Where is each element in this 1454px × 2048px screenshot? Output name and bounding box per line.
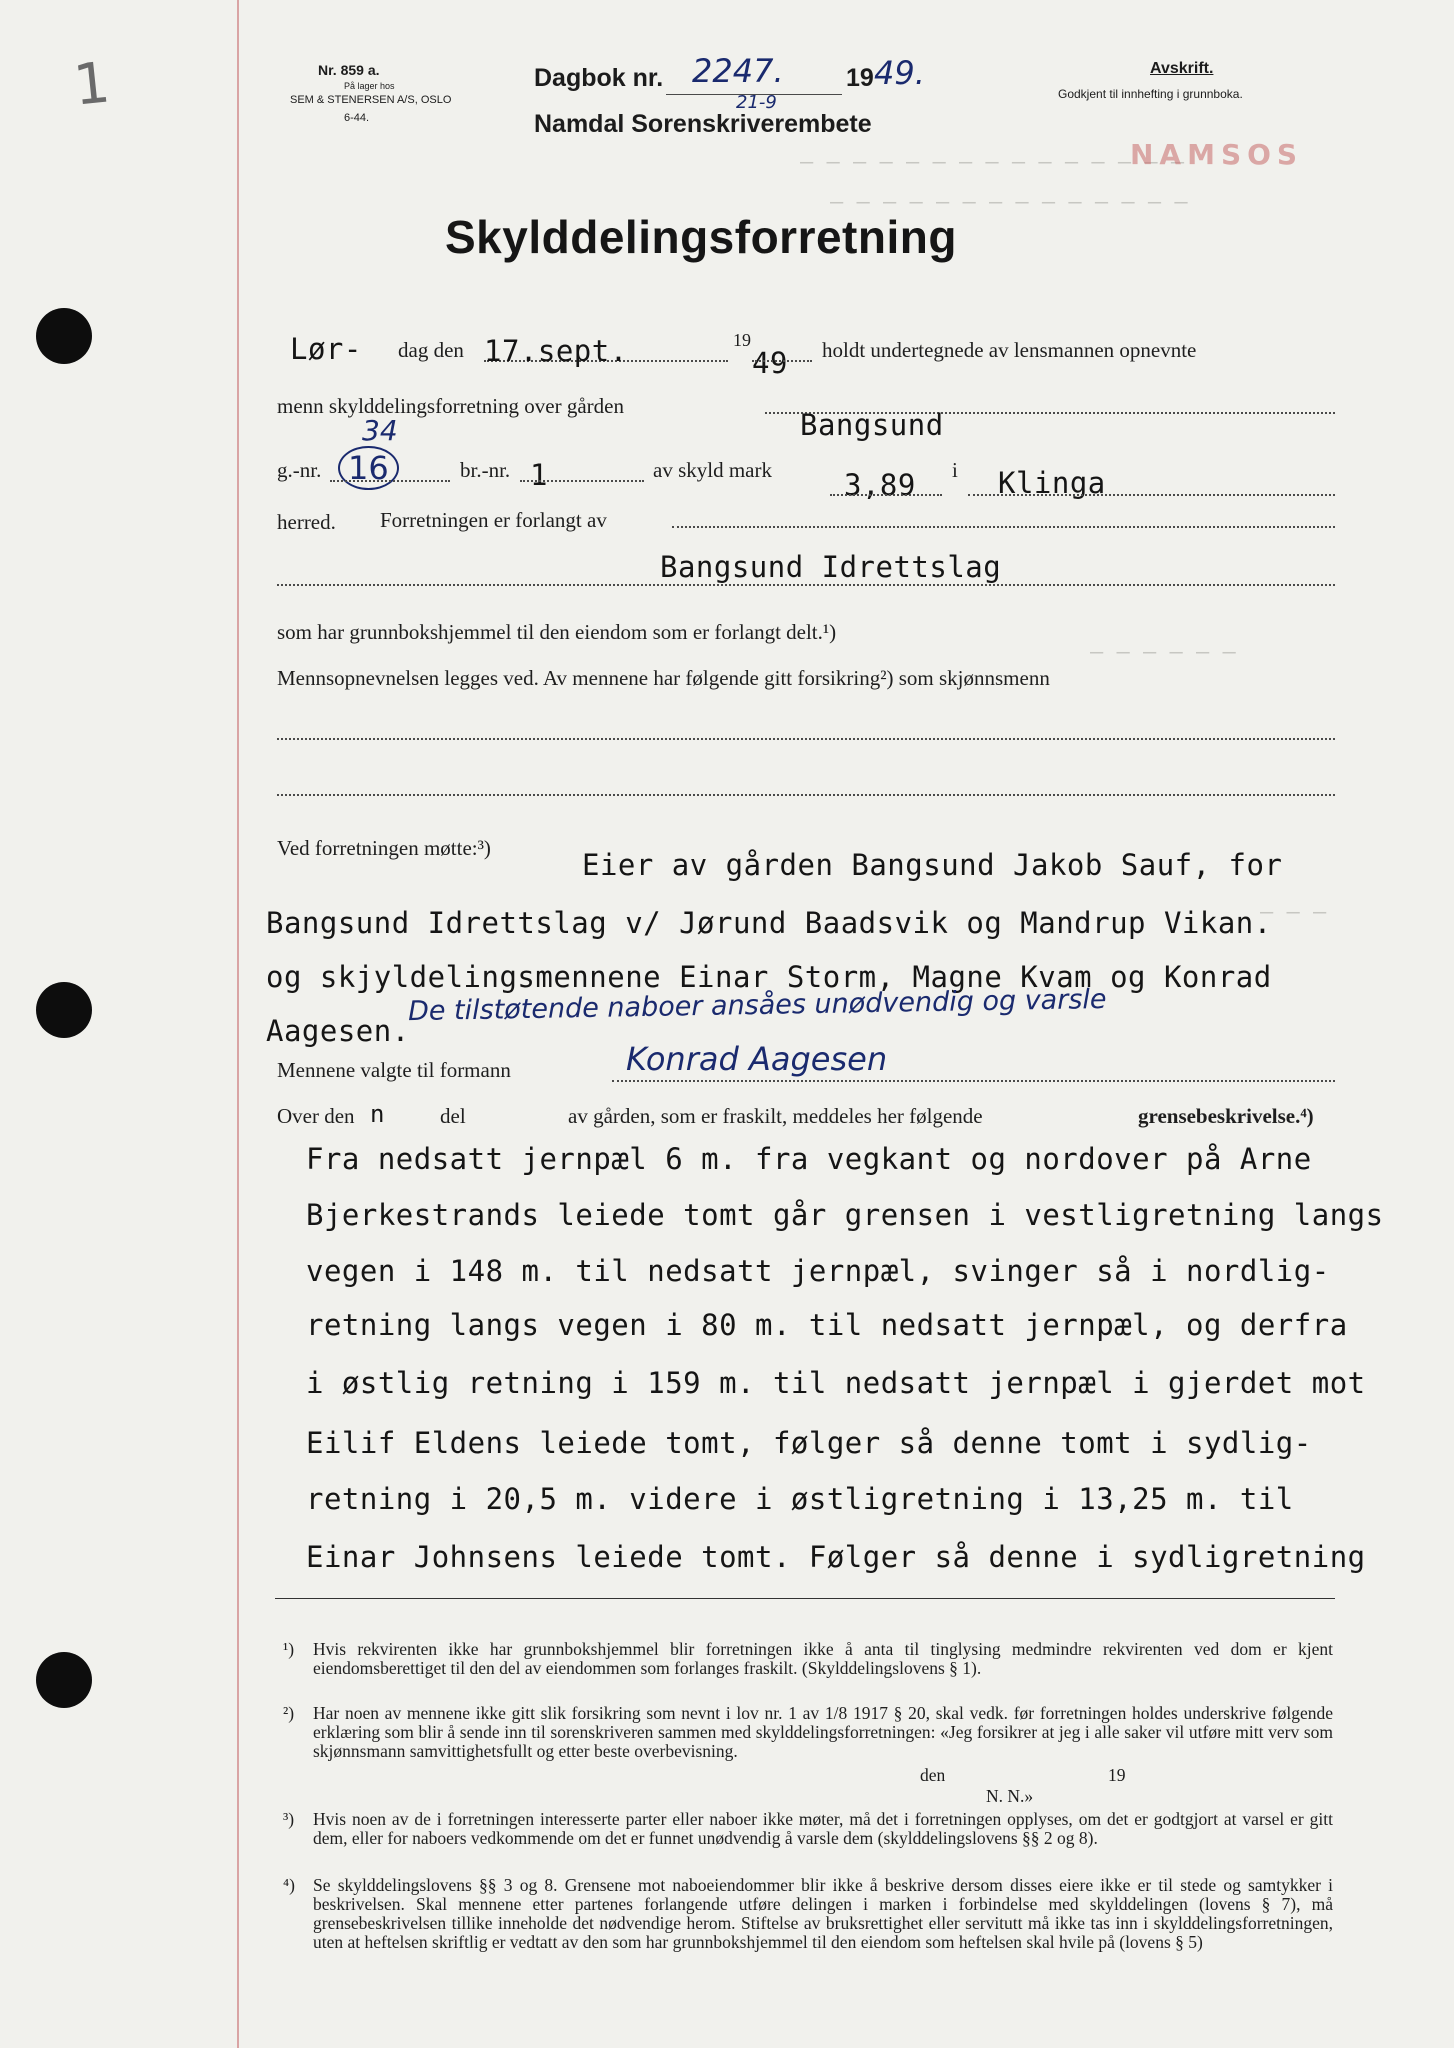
men-text: menn skylddelingsforretning over gården	[277, 394, 624, 418]
dagbok-year-prefix: 19	[846, 64, 874, 92]
dagbok-label: Dagbok nr.	[534, 64, 664, 92]
footnote-3	[283, 1810, 1333, 1870]
gnr-extra: 34	[362, 414, 398, 447]
punch-hole-icon	[36, 982, 92, 1038]
received-date: 21-9	[736, 92, 777, 113]
chairman-name: Konrad Aagesen	[626, 1040, 888, 1078]
footnote-signature: N. N.»	[986, 1786, 1034, 1806]
chairman-label: Mennene valgte til formann	[277, 1058, 511, 1082]
brnr-value: 1	[530, 458, 548, 492]
publisher-line: 6-44.	[344, 112, 370, 124]
date-value: 17.sept.	[484, 334, 628, 368]
attended-line: Aagesen.	[266, 1014, 410, 1048]
punch-hole-icon	[36, 1652, 92, 1708]
skyld-label: av skyld mark	[653, 458, 772, 482]
attended-line: Eier av gården Bangsund Jakob Sauf, for	[582, 848, 1283, 882]
boundary-line: Fra nedsatt jernpæl 6 m. fra vegkant og nordover på Arne	[306, 1142, 1312, 1176]
over-handwritten: n	[370, 1100, 385, 1128]
office-name: Namdal Sorenskriverembete	[534, 110, 872, 138]
day-label: dag den	[398, 338, 464, 362]
footnote-text: Hvis noen av de i forretningen interesserte parter eller naboer ikke møter, må det i forretningen opplyses, om det er godtgjort at varsel er gitt dem, eller for naboers vedkommende om det er funnet unødvendig å varsle dem (skylddelingslovens §§ 2 og 8).	[313, 1809, 1333, 1848]
skyld-value: 3,89	[844, 468, 916, 502]
dagbok-number: 2247.	[692, 52, 784, 90]
gnr-label: g.-nr.	[277, 458, 322, 482]
over-den: Over den	[277, 1104, 355, 1128]
municipality-line	[968, 494, 1335, 496]
chairman-line	[612, 1080, 1335, 1082]
bleed-through: — — — — — — — — — — — — — — —	[800, 150, 1185, 175]
footnote-2	[283, 1704, 1333, 1804]
municipality: Klinga	[998, 466, 1106, 500]
attended-line: og skjyldelingsmennene Einar Storm, Magne Kvam og Konrad	[266, 960, 1272, 994]
requested-label: Forretningen er forlangt av	[380, 508, 607, 532]
margin-line	[237, 0, 239, 2048]
requested-by: Bangsund Idrettslag	[660, 550, 1002, 584]
dagbok-year: 49.	[874, 54, 925, 92]
footnote-number: ⁴)	[283, 1875, 295, 1895]
bleed-through: — — —	[1260, 900, 1327, 925]
footnote-number: ¹)	[283, 1639, 295, 1659]
bleed-through: — — — — — —	[1090, 640, 1236, 665]
blank-line	[277, 738, 1335, 740]
boundary-line: Bjerkestrands leiede tomt går grensen i vestligretning langs	[306, 1198, 1384, 1232]
in-label: i	[952, 458, 958, 482]
copy-note: Godkjent til innhefting i grunnboka.	[1058, 87, 1243, 101]
year-prefix: 19	[733, 330, 751, 350]
page-number-mark: 1	[70, 50, 113, 119]
boundary-intro: av gården, som er fraskilt, meddeles her følgende	[568, 1104, 983, 1128]
year-line	[752, 360, 812, 362]
gnr-line	[330, 480, 450, 482]
day-prefix: Lør-	[290, 332, 362, 366]
del-label: del	[440, 1104, 466, 1128]
footnote-number: ³)	[283, 1809, 295, 1829]
held-text: holdt undertegnede av lensmannen opnevnte	[822, 338, 1197, 362]
publisher-line: På lager hos	[344, 81, 395, 91]
footnote-year: 19	[1108, 1765, 1126, 1785]
brnr-label: br.-nr.	[460, 458, 511, 482]
form-number: Nr. 859 a.	[318, 62, 380, 78]
attended-label: Ved forretningen møtte:³)	[277, 836, 491, 860]
boundary-line: i østlig retning i 159 m. til nedsatt jernpæl i gjerdet mot	[306, 1366, 1366, 1400]
bleed-through: — — — — — — — — — — — — — —	[830, 190, 1188, 215]
footnote-text: Hvis rekvirenten ikke har grunnbokshjemmel blir forretningen ikke å anta til tinglysing medmindre rekvirenten ved dom er kjent eiendomsberettiget til den del av eiendommen som forlanges fraskilt. (Skylddelingslovens § 1).	[313, 1639, 1333, 1678]
footnote-4	[283, 1876, 1333, 1996]
blank-line	[277, 794, 1335, 796]
footnote-1	[283, 1640, 1333, 1700]
footnote-text: Har noen av mennene ikke gitt slik forsikring som nevnt i lov nr. 1 av 1/8 1917 § 20, skal vedk. før forretningen holdes underskrive følgende erklæring som blir å sende inn til sorenskriveren sammen med skylddelingsforretningen: «Jeg forsikrer at jeg i alle saker vil utføre mitt verv som skjønnsmann samvittighetsfullt og etter beste overbevisning.	[313, 1703, 1333, 1761]
requested-line	[672, 526, 1335, 528]
copy-label: Avskrift.	[1150, 60, 1214, 77]
footnote-divider	[275, 1598, 1335, 1599]
handwritten-note: De tilstøtende naboer ansåes unødvendig og varsle	[407, 983, 1107, 1028]
grunnbok-text: som har grunnbokshjemmel til den eiendom som er forlangt delt.¹)	[277, 620, 837, 644]
brnr-line	[520, 480, 644, 482]
punch-hole-icon	[36, 308, 92, 364]
gnr-value: 16	[338, 446, 399, 490]
year-value: 49	[752, 346, 788, 380]
boundary-label: grensebeskrivelse.⁴)	[1138, 1104, 1314, 1128]
footnote-text: Se skylddelingslovens §§ 3 og 8. Grensene mot naboeiendommer blir ikke å beskrive dersom disses eiere ikke er til stede og samtykker i beskrivelsen. Skal mennene etter partenes forlangende utføre delingen i marken i forbindelse med skylddelingen (lovens § 7), må grensebeskrivelsen tillike inneholde det nødvendige herom. Stiftelse av bruksrettighet eller servitutt må ikke tas inn i skylddelingsforretningen, uten at heftelsen skriftlig er vedtatt av den som har grunnbokshjemmel til den eiendom som heftelsen skal hvile på (lovens § 5)	[313, 1875, 1333, 1952]
boundary-line: retning langs vegen i 80 m. til nedsatt jernpæl, og derfra	[306, 1308, 1348, 1342]
farm-name: Bangsund	[800, 408, 944, 442]
boundary-line: Einar Johnsens leiede tomt. Følger så denne i sydligretning	[306, 1540, 1366, 1574]
footnote-number: ²)	[283, 1703, 295, 1723]
publisher-line: SEM & STENERSEN A/S, OSLO	[290, 94, 452, 106]
boundary-line: retning i 20,5 m. videre i østligretning i 13,25 m. til	[306, 1482, 1294, 1516]
skyld-line	[830, 494, 942, 496]
boundary-line: Eilif Eldens leiede tomt, følger så denne tomt i sydlig-	[306, 1426, 1312, 1460]
herred-label: herred.	[277, 510, 336, 534]
attended-line: Bangsund Idrettslag v/ Jørund Baadsvik og Mandrup Vikan.	[266, 906, 1272, 940]
office-stamp: NAMSOS	[1130, 138, 1304, 171]
boundary-line: vegen i 148 m. til nedsatt jernpæl, svinger så i nordlig-	[306, 1254, 1330, 1288]
mennsopp-text: Mennsopnevnelsen legges ved. Av mennene har følgende gitt forsikring²) som skjønnsmenn	[277, 666, 1050, 690]
footnote-den: den	[920, 1765, 946, 1785]
page-title: Skylddelingsforretning	[445, 211, 957, 263]
requested-line-2	[277, 584, 1335, 586]
